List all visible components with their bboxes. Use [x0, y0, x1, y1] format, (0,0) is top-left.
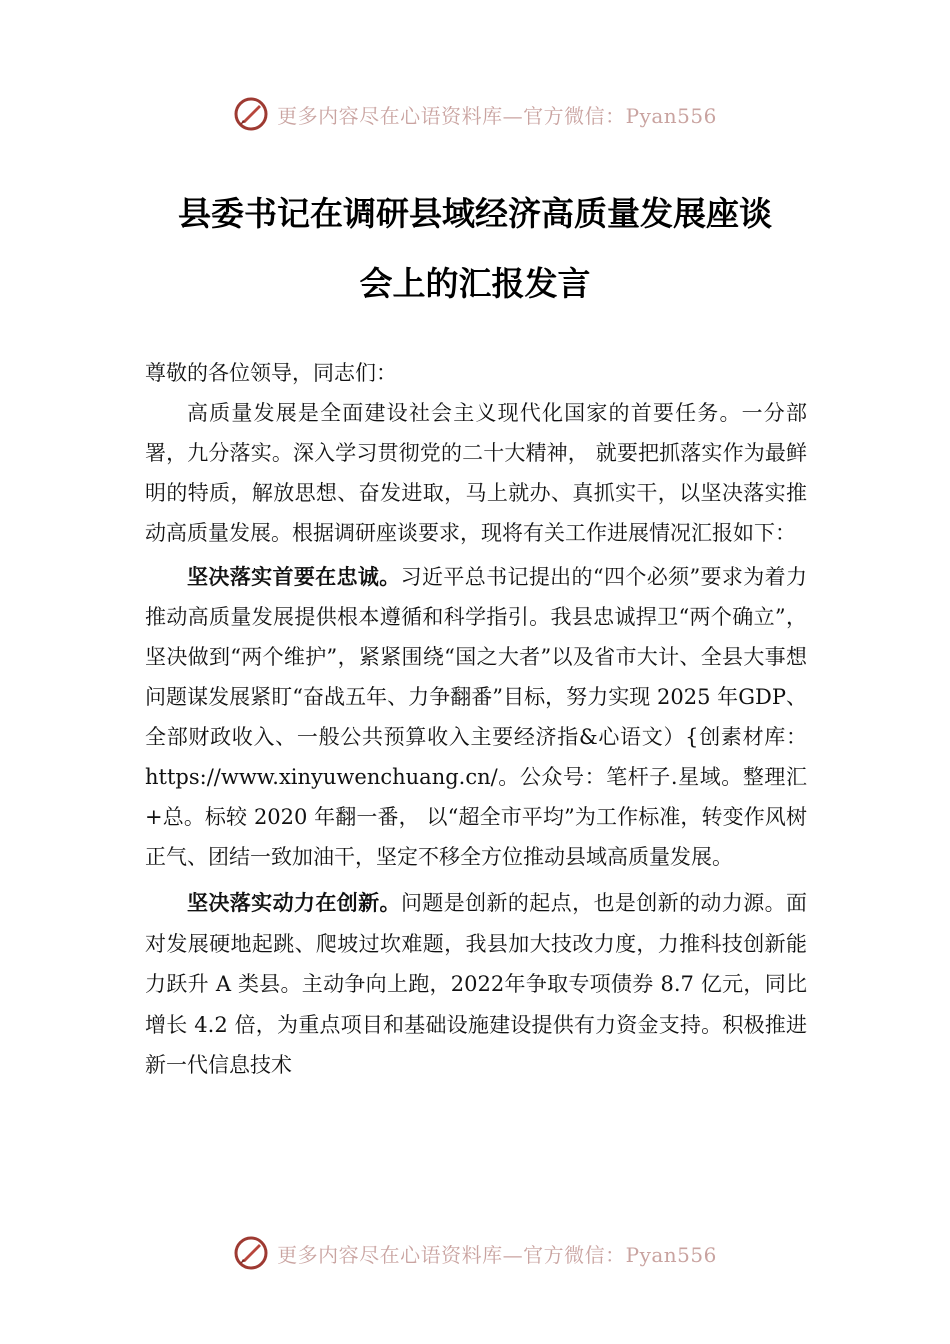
paragraph-text: 问题是创新的起点，也是创新的动力源。面对发展硬地起跳、爬坡过坎难题，我县加大技改力度，力推科技创新能力跃升 A 类县。主动争向上跑，2022年争取专项债券 8.7 亿元，同比增长 4.2 倍，为重点项目和基础设施建设提供有力资金支持。积极推进新一代信息技术 [145, 891, 808, 1077]
quill-pen-logo-icon [233, 1235, 269, 1271]
paragraph-heading: 坚决落实首要在忠诚。 [187, 565, 401, 589]
document-title-line-2: 会上的汇报发言 [359, 264, 591, 303]
salutation: 尊敬的各位领导，同志们： [145, 361, 397, 385]
quill-pen-logo-icon [233, 96, 269, 132]
paragraph-intro: 高质量发展是全面建设社会主义现代化国家的首要任务。一分部署，九分落实。深入学习贯彻党的二十大精神， 就要把抓落实作为最鲜明的特质，解放思想、奋发进取，马上就办、真抓实干，以坚决落实推动高质量发展。根据调研座谈要求，现将有关工作进展情况汇报如下： [145, 401, 807, 545]
watermark-text: 更多内容尽在心语资料库—官方微信：Pyan556 [277, 103, 717, 128]
paragraph-innovation [145, 883, 807, 1086]
watermark-footer [0, 1235, 950, 1271]
paragraph-text: 习近平总书记提出的“四个必须”要求为着力推动高质量发展提供根本遵循和科学指引。我县忠诚捍卫“两个确立”，坚决做到“两个维护”，紧紧围绕“国之大者”以及省市大计、全县大事想问题谋发展紧盯“奋战五年、力争翻番”目标，努力实现 2025 年GDP、全部财政收入、一般公共预算收入主要经济指&心语文）{创素材库：https://www.xinyuwenchuang.cn/。公众号：笔杆子.星域。整理汇+总。标较 2020 年翻一番， 以“超全市平均”为工作标准，转变作风树正气、团结一致加油干，坚定不移全方位推动县域高质量发展。 [145, 565, 808, 869]
paragraph-heading: 坚决落实动力在创新。 [187, 891, 401, 915]
document-title-line-1: 县委书记在调研县域经济高质量发展座谈 [178, 194, 772, 233]
paragraph-loyalty [145, 557, 807, 877]
document-body [145, 353, 807, 1086]
watermark-header [0, 96, 950, 132]
watermark-text: 更多内容尽在心语资料库—官方微信：Pyan556 [277, 1242, 717, 1267]
